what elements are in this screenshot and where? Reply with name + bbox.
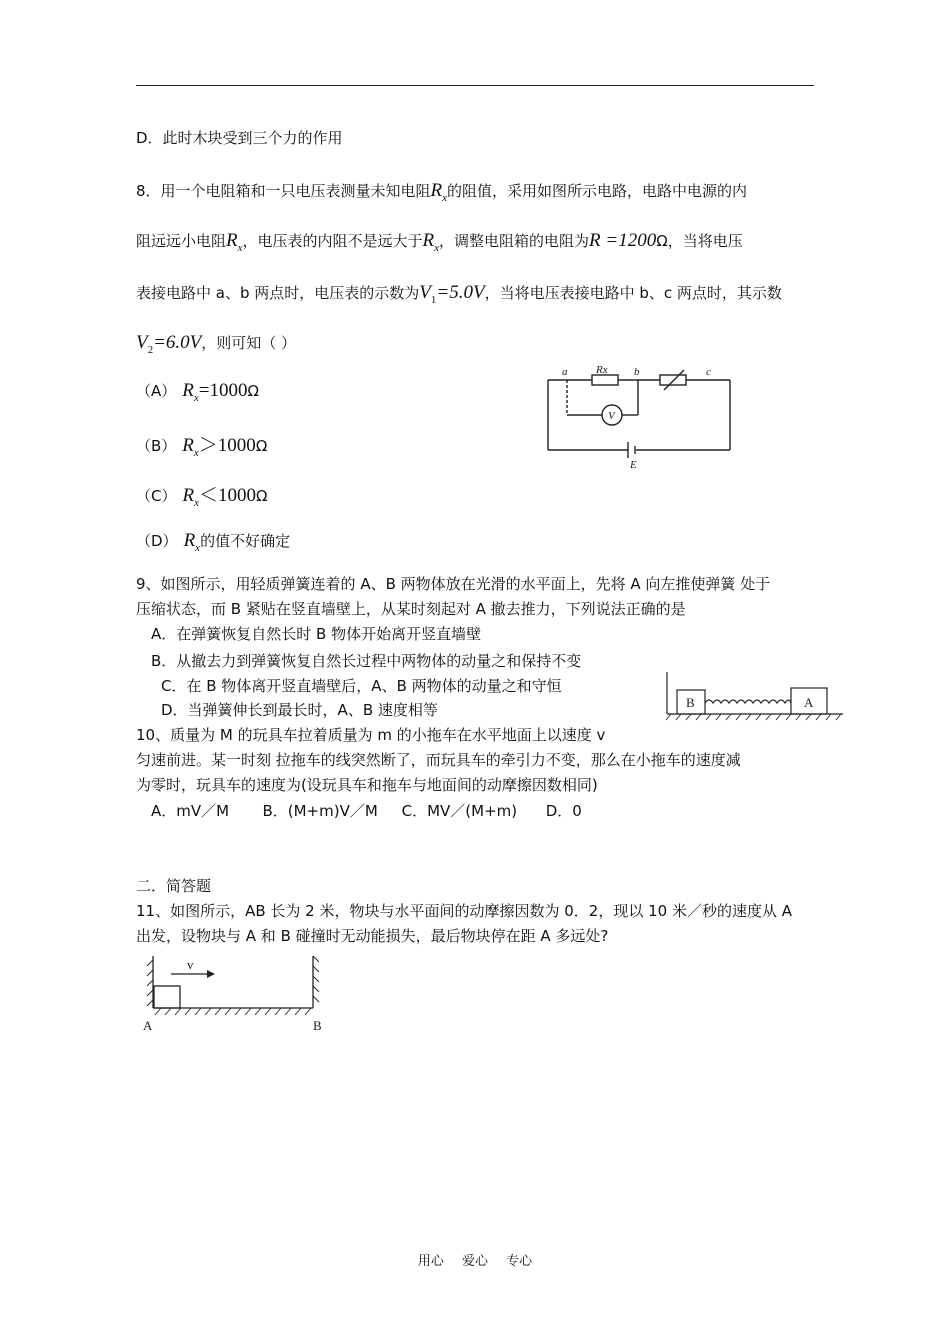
q8-option-d: [136, 530, 290, 552]
option-value: =1000: [198, 380, 248, 401]
math-sub-x: x: [194, 497, 199, 509]
q9-option-a: A．在弹簧恢复自然长时 B 物体开始离开竖直墙壁: [151, 625, 482, 643]
q8-line-3: [136, 282, 782, 304]
block-a-label: A: [804, 695, 814, 710]
circuit-diagram: [540, 360, 740, 470]
arrow-head-icon: [207, 970, 215, 978]
ohm-unit: Ω: [656, 232, 668, 250]
math-v2-value: =6.0V: [153, 332, 202, 353]
block-between-walls-diagram: [135, 950, 335, 1036]
math-sub-1: 1: [430, 294, 437, 306]
q10-options: A．mV／M B．(M+m)V／M C．MV／(M+m) D．0: [151, 802, 582, 820]
section-2-title: 二．简答题: [136, 877, 212, 895]
q8-text: ，则可知（ ）: [201, 334, 297, 352]
q8-text: ，调整电阻箱的电阻为: [439, 232, 590, 250]
resistor-rx: [592, 375, 618, 385]
q10-line-2: 匀速前进。某一时刻 拉拖车的线突然断了，而玩具车的牵引力不变，那么在小拖车的速度减: [136, 751, 741, 769]
q8-text: ，电压表的内阻不是远大于: [242, 232, 423, 250]
q8-text: ，当将电压表接电路中 b、c 两点时，其示数: [484, 284, 782, 302]
point-b-label: B: [313, 1018, 322, 1033]
option-label: （A）: [136, 382, 177, 400]
q7-option-d: D．此时木块受到三个力的作用: [136, 129, 343, 147]
q10-line-1: 10、质量为 M 的玩具车拉着质量为 m 的小拖车在水平地面上以速度 v: [136, 726, 606, 744]
moving-block: [154, 986, 180, 1008]
math-r: R: [430, 180, 443, 201]
q11-line-2: 出发，设物块与 A 和 B 碰撞时无动能损失，最后物块停在距 A 多远处?: [136, 927, 609, 945]
spring-blocks-diagram: [665, 670, 845, 722]
node-a-label: a: [562, 366, 568, 378]
math-r: R: [182, 380, 194, 401]
math-r: R: [183, 530, 196, 551]
math-r: R: [226, 230, 238, 251]
option-label: （B）: [136, 437, 177, 455]
rx-label: Rx: [596, 364, 608, 376]
math-r-value: R =1200: [589, 230, 657, 251]
math-sub-x: x: [237, 242, 243, 254]
block-b-label: B: [686, 695, 695, 710]
q11-line-1: 11、如图所示，AB 长为 2 米，物块与水平面间的动摩擦因数为 0．2，现以 10 米／秒的速度从 A: [136, 902, 792, 920]
node-b-label: b: [634, 366, 640, 378]
q9-option-b: B．从撤去力到弹簧恢复自然长过程中两物体的动量之和保持不变: [151, 652, 582, 670]
battery-label: E: [630, 459, 637, 470]
math-r: R: [422, 230, 435, 251]
page-footer: 用心 爱心 专心: [417, 1254, 533, 1269]
math-v1-value: =5.0V: [436, 282, 485, 303]
q8-text: 的阻值，采用如图所示电路，电路中电源的内: [447, 182, 748, 200]
option-label: （D）: [136, 532, 178, 550]
q9-option-d: D．当弹簧伸长到最长时，A、B 速度相等: [161, 701, 438, 719]
ohm-unit: Ω: [247, 382, 259, 400]
spring: [705, 700, 791, 703]
math-sub-x: x: [195, 542, 201, 554]
math-sub-x: x: [193, 447, 199, 459]
math-v: V: [419, 282, 431, 303]
q8-option-b: [136, 430, 267, 457]
option-value: ＜1000: [198, 485, 256, 506]
math-v: V: [136, 332, 148, 353]
math-r: R: [182, 485, 195, 506]
q8-text: 8．用一个电阻箱和一只电压表测量未知电阻: [136, 182, 431, 200]
q8-text: 阻远远小电阻: [136, 232, 227, 250]
q9-line-2: 压缩状态，而 B 紧贴在竖直墙壁上，从某时刻起对 A 撤去推力，下列说法正确的是: [136, 600, 686, 618]
voltmeter-label: V: [608, 410, 615, 422]
math-r: R: [182, 435, 194, 456]
point-a-label: A: [143, 1018, 153, 1033]
option-value: ＞1000: [198, 435, 256, 456]
q8-text: ，当将电压: [667, 232, 743, 250]
math-sub-x: x: [442, 192, 448, 204]
option-text: 的值不好确定: [200, 532, 291, 550]
q8-text: 表接电路中 a、b 两点时，电压表的示数为: [136, 284, 420, 302]
header-rule: [136, 85, 814, 86]
q10-line-3: 为零时，玩具车的速度为(设玩具车和拖车与地面间的动摩擦因数相同): [136, 776, 598, 794]
node-c-label: c: [706, 366, 711, 378]
q8-option-a: [136, 380, 259, 402]
math-sub-x: x: [193, 392, 199, 404]
q8-line-2: [136, 230, 743, 252]
math-sub-2: 2: [147, 344, 154, 356]
resistor-box: [660, 375, 686, 385]
q9-line-1: 9、如图所示，用轻质弹簧连着的 A、B 两物体放在光滑的水平面上，先将 A 向左推使弹簧 处于: [136, 575, 771, 593]
math-sub-x: x: [434, 242, 440, 254]
q9-option-c: C．在 B 物体离开竖直墙壁后，A、B 两物体的动量之和守恒: [161, 677, 562, 695]
q8-option-c: [136, 480, 267, 507]
ohm-unit: Ω: [256, 487, 268, 505]
option-label: （C）: [136, 487, 177, 505]
q8-line-1: [136, 180, 747, 202]
ohm-unit: Ω: [255, 437, 268, 455]
q8-line-4: [136, 332, 296, 354]
velocity-label: v: [187, 957, 194, 972]
